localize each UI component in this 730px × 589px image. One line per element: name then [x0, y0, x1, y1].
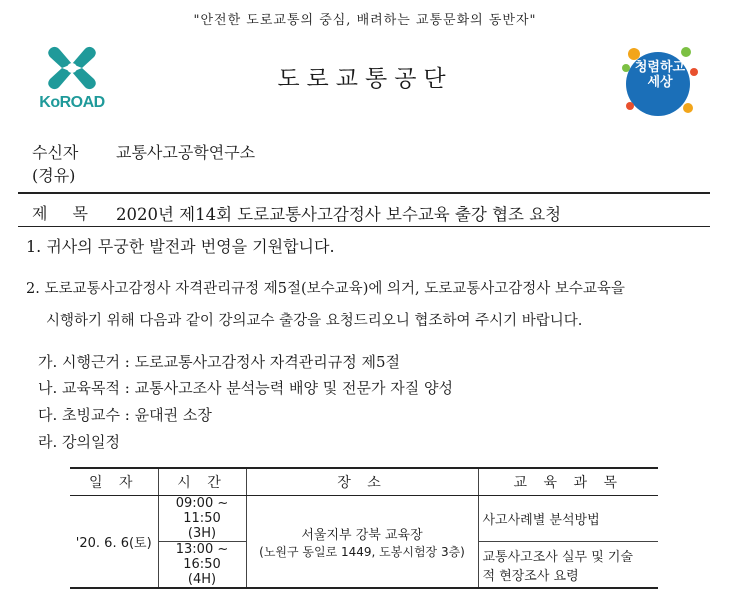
item-schedule-label: 라. 강의일정 [38, 433, 120, 451]
time-slot-1-range: 09:00 ~ 11:50 [175, 496, 229, 526]
item-basis-label: 가. 시행근거 : [38, 353, 130, 371]
subject-2-line-2: 적 현장조사 요령 [482, 568, 579, 584]
recipient-value: 교통사고공학연구소 [116, 143, 256, 162]
item-instructor [38, 404, 212, 425]
organization-title: 도로교통공단 [277, 66, 453, 92]
header-subject: 교 육 과 목 [478, 468, 658, 496]
item-instructor-value: 윤대권 소장 [134, 406, 212, 424]
subject-divider [18, 226, 710, 227]
subject-value: 2020년 제14회 도로교통사고감정사 보수교육 출강 협조 요청 [116, 205, 562, 224]
recipient-label: 수신자 [32, 143, 79, 162]
paragraph-2-line-2: 시행하기 위해 다음과 같이 강의교수 출강을 요청드리오니 협조하여 주시기 바랍니다. [46, 313, 583, 329]
header-time: 시 간 [158, 468, 246, 496]
slogan: "안전한 도로교통의 중심, 배려하는 교통문화의 동반자" [193, 13, 537, 28]
item-schedule [38, 431, 120, 452]
item-basis-value: 도로교통사고감정사 자격관리규정 제5절 [134, 353, 401, 371]
item-purpose [38, 377, 453, 398]
time-slot-2-duration: (4H) [187, 572, 217, 587]
schedule-date: '20. 6. 6(토) [70, 496, 158, 589]
place-line-2: (노원구 동일로 1449, 도봉시험장 3층) [259, 544, 465, 559]
header-date: 일 자 [70, 468, 158, 496]
item-instructor-label: 다. 초빙교수 : [38, 406, 130, 424]
header-divider [18, 192, 710, 194]
via-label: (경유) [32, 166, 76, 185]
subject-2-line-1: 교통사고조사 실무 및 기술 [482, 549, 634, 565]
schedule-table [70, 467, 658, 589]
subject-1: 사고사례별 분석방법 [478, 496, 658, 542]
time-slot-1-duration: (3H) [187, 526, 217, 541]
time-slot-1 [158, 496, 246, 542]
schedule-place [246, 496, 478, 589]
integrity-logo-line1: 청렴하고 [634, 60, 686, 75]
header-place: 장 소 [246, 468, 478, 496]
koroad-wordmark: KoROAD [39, 94, 105, 111]
item-purpose-label: 나. 교육목적 : [38, 379, 130, 397]
time-slot-2-range: 13:00 ~ 16:50 [175, 542, 229, 572]
integrity-logo-line2: 세상 [647, 75, 673, 90]
item-basis [38, 351, 400, 372]
time-slot-2 [158, 542, 246, 589]
subject-2 [478, 542, 658, 589]
place-line-1: 서울지부 강북 교육장 [301, 527, 423, 543]
table-row [70, 496, 658, 542]
paragraph-1: 1. 귀사의 무궁한 발전과 번영을 기원합니다. [26, 237, 335, 256]
table-header-row [70, 468, 658, 496]
paragraph-2-line-1: 2. 도로교통사고감정사 자격관리규정 제5절(보수교육)에 의거, 도로교통사고감정사 보수교육을 [26, 281, 625, 297]
integrity-logo-text [632, 60, 688, 90]
integrity-world-logo [618, 42, 700, 122]
item-purpose-value: 교통사고조사 분석능력 배양 및 전문가 자질 양성 [134, 379, 454, 397]
subject-label: 제 목 [32, 204, 98, 223]
